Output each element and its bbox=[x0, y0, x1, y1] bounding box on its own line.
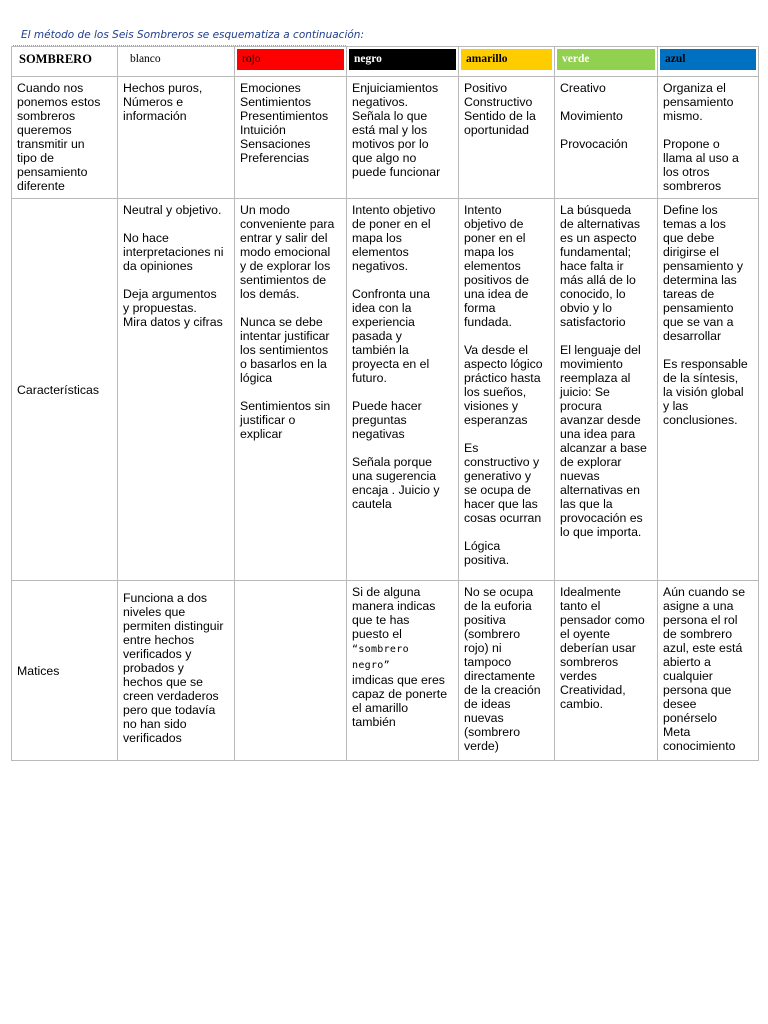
row-matices-amarillo: No se ocupa de la euforia positiva (sombrero rojo) ni tampoco directamente de la creación de ideas nuevas (sombrero verde) bbox=[464, 585, 541, 753]
row-matices-label-cell bbox=[12, 581, 118, 761]
header-cell-amarillo bbox=[459, 47, 555, 77]
row-matices-azul: Aún cuando se asigne a una persona el rol de sombrero azul, este está abierto a cualquier persona que desee ponérselo Meta conocimiento bbox=[663, 585, 746, 753]
row-caracteristicas-blanco-cell bbox=[118, 199, 235, 581]
header-amarillo-label: amarillo bbox=[461, 49, 552, 70]
row-matices-verde-cell bbox=[555, 581, 658, 761]
row-purpose-negro-cell bbox=[347, 77, 459, 199]
row-purpose-azul: Organiza el pensamiento mismo. Propone o llama al uso a los otros sombreros bbox=[663, 81, 739, 193]
row-matices bbox=[12, 581, 759, 761]
row-purpose bbox=[12, 77, 759, 199]
row-purpose-rojo-cell bbox=[235, 77, 347, 199]
row-caracteristicas-blanco: Neutral y objetivo. No hace interpretaciones ni da opiniones Deja argumentos y propuestas. Mira datos y cifras bbox=[123, 203, 224, 329]
row-matices-negro-part-a: Si de alguna manera indicas que te has puesto el bbox=[352, 585, 436, 641]
header-cell-verde bbox=[555, 47, 658, 77]
row-caracteristicas-label: Características bbox=[17, 382, 100, 397]
row-caracteristicas-label-cell bbox=[12, 199, 118, 581]
row-matices-negro-part-b: imdicas que eres capaz de ponerte el amarillo también bbox=[352, 673, 448, 729]
row-matices-verde: Idealmente tanto el pensador como el oyente deberían usar sombreros verdes Creatividad, cambio. bbox=[560, 585, 645, 711]
row-caracteristicas-azul: Define los temas a los que debe dirigirse el pensamiento y determina las tareas de pensamiento que se van a desarrollar Es responsable de la síntesis, la visión global y las conclusiones. bbox=[663, 203, 748, 427]
row-caracteristicas-amarillo-cell bbox=[459, 199, 555, 581]
row-caracteristicas-verde: La búsqueda de alternativas es un aspecto fundamental; hace falta ir más allá de lo conocido, lo obvio y lo satisfactorio El lenguaje del movimiento reemplaza al juicio: Se procura avanzar desde una idea para alcanzar a base de explorar nuevas alternativas en las que la provocación es lo que importa. bbox=[560, 203, 647, 539]
header-cell-sombrero bbox=[12, 47, 118, 77]
row-purpose-blanco: Hechos puros, Números e información bbox=[123, 81, 203, 123]
row-matices-negro-cell bbox=[347, 581, 459, 761]
row-purpose-azul-cell bbox=[658, 77, 759, 199]
row-purpose-verde: Creativo Movimiento Provocación bbox=[560, 81, 628, 151]
row-caracteristicas-negro: Intento objetivo de poner en el mapa los elementos negativos. Confronta una idea con la experiencia pasada y también la proyecta en el futuro. Puede hacer preguntas negativas Señala porque una sugerencia encaja . Juicio y cautela bbox=[352, 203, 440, 511]
row-matices-label: Matices bbox=[17, 663, 60, 678]
row-caracteristicas bbox=[12, 199, 759, 581]
header-verde-label: verde bbox=[557, 49, 655, 70]
row-caracteristicas-azul-cell bbox=[658, 199, 759, 581]
row-purpose-label-cell bbox=[12, 77, 118, 199]
header-cell-rojo bbox=[235, 47, 347, 77]
row-matices-blanco-cell bbox=[118, 581, 235, 761]
row-caracteristicas-rojo-cell bbox=[235, 199, 347, 581]
row-purpose-amarillo-cell bbox=[459, 77, 555, 199]
row-purpose-amarillo: Positivo Constructivo Sentido de la oportunidad bbox=[464, 81, 536, 137]
header-sombrero-label: SOMBRERO bbox=[19, 52, 92, 66]
row-caracteristicas-rojo: Un modo conveniente para entrar y salir del modo emocional y de explorar los sentimientos de los demás. Nunca se debe intentar justificar los sentimientos o basarlos en la lógica Sentimientos sin justificar o explicar bbox=[240, 203, 335, 441]
six-hats-table bbox=[11, 46, 759, 761]
header-rojo-label: rojo bbox=[237, 49, 344, 70]
row-matices-amarillo-cell bbox=[459, 581, 555, 761]
header-cell-blanco bbox=[118, 47, 235, 77]
header-cell-azul bbox=[658, 47, 759, 77]
header-negro-label: negro bbox=[349, 49, 456, 70]
row-matices-azul-cell bbox=[658, 581, 759, 761]
row-purpose-label: Cuando nos ponemos estos sombreros queremos transmitir un tipo de pensamiento diferente bbox=[17, 81, 101, 193]
row-caracteristicas-negro-cell bbox=[347, 199, 459, 581]
row-matices-rojo bbox=[235, 581, 346, 589]
row-purpose-verde-cell bbox=[555, 77, 658, 199]
row-matices-negro-quote: “sombrero negro” bbox=[352, 644, 409, 671]
header-row bbox=[12, 47, 759, 77]
row-purpose-negro: Enjuiciamientos negativos. Señala lo que está mal y los motivos por lo que algo no puede funcionar bbox=[352, 81, 441, 179]
header-cell-negro bbox=[347, 47, 459, 77]
row-caracteristicas-amarillo: Intento objetivo de poner en el mapa los elementos positivos de una idea de forma fundada. Va desde el aspecto lógico práctico hasta los sueños, visiones y esperanzas Es constructivo y generativo y se ocupa de hacer que las cosas ocurran Lógica positiva. bbox=[464, 203, 543, 567]
row-matices-rojo-cell bbox=[235, 581, 347, 761]
row-caracteristicas-verde-cell bbox=[555, 199, 658, 581]
row-purpose-blanco-cell bbox=[118, 77, 235, 199]
header-blanco-label: blanco bbox=[130, 53, 161, 65]
header-azul-label: azul bbox=[660, 49, 756, 70]
row-matices-negro bbox=[347, 581, 458, 733]
intro-text: El método de los Seis Sombreros se esquematiza a continuación: bbox=[21, 29, 364, 41]
row-purpose-rojo: Emociones Sentimientos Presentimientos Intuición Sensaciones Preferencias bbox=[240, 81, 329, 165]
row-matices-blanco: Funciona a dos niveles que permiten distinguir entre hechos verificados y probados y hechos que se creen verdaderos pero que todavía no han sido verificados bbox=[123, 591, 224, 745]
